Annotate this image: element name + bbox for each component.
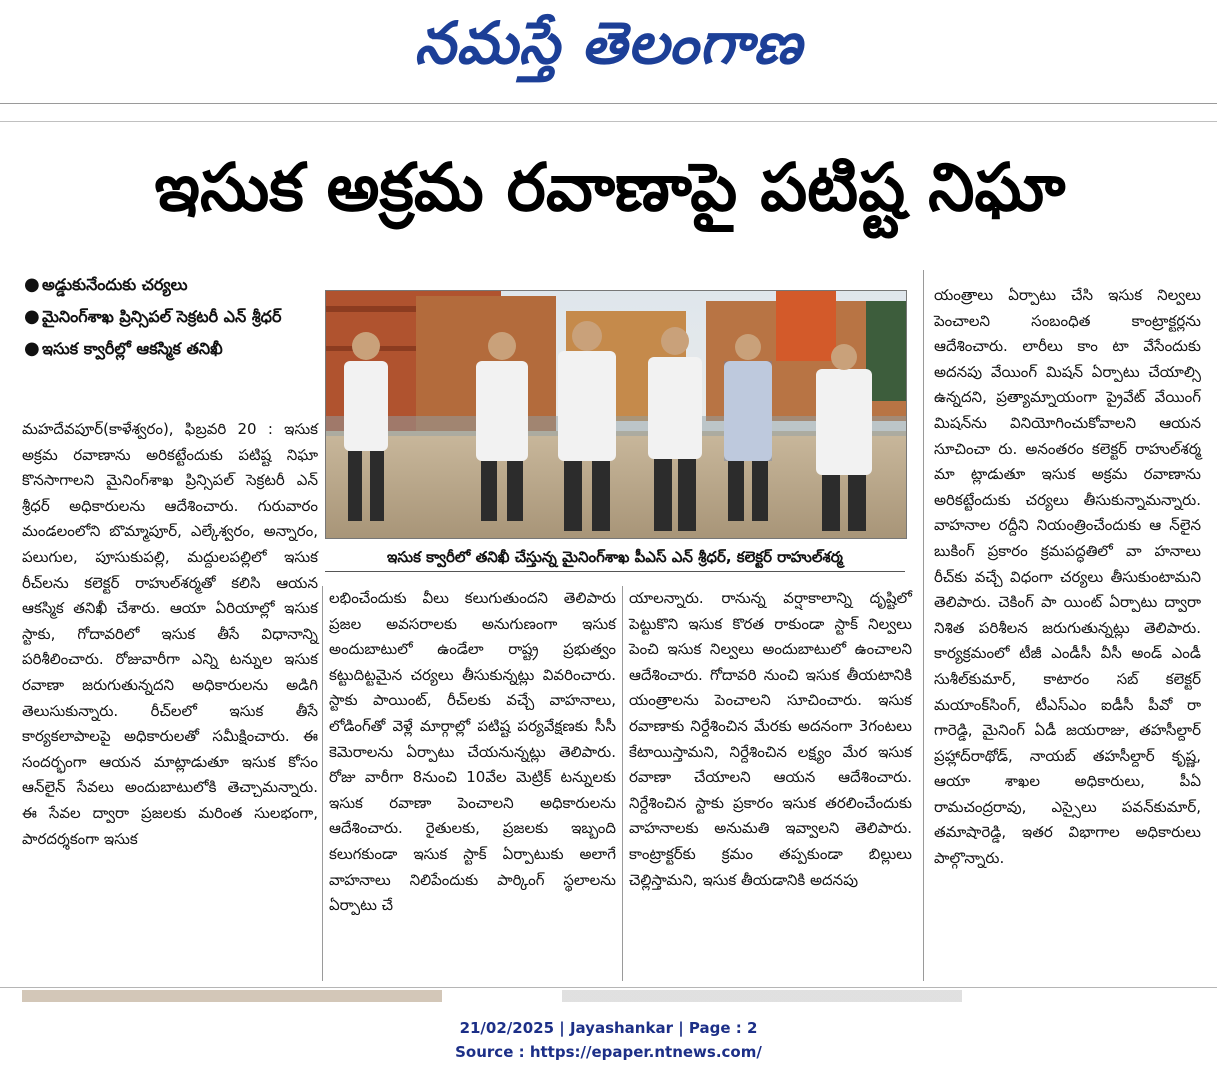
article-photo xyxy=(325,290,907,539)
footer-source-link[interactable]: Source : https://epaper.ntnews.com/ xyxy=(455,1043,762,1061)
bullet-item xyxy=(24,302,319,332)
bullet-text: ఇసుక క్వారీల్లో ఆకస్మిక తనిఖీ xyxy=(42,339,223,358)
column-divider xyxy=(322,586,323,981)
article-column-4: యంత్రాలు ఏర్పాటు చేసి ఇసుక నిల్వలు పెంచాలని సంబంధిత కాంట్రాక్టర్లను ఆదేశించారు. లారీలు కాం టా వేసేందుకు అదనపు వేయింగ్ మిషన్ ఏర్పాటు చేయాల్సి ఉన్నదని, ప్రత్యామ్నాయంగా ప్రైవేట్ వేయింగ్ మిషన్‌ను వినియోగించుకోవాలని ఆయన సూచించా రు. అనంతరం కలెక్టర్ రాహుల్‌శర్మ మా ట్లాడుతూ ఇసుక అక్రమ రవాణాను అరికట్టేందుకు చర్యలు తీసుకున్నామన్నారు. వాహనాల రద్దీని నియంత్రించేందుకు ఆ న్‌లైన బుకింగ్ ప్రకారం క్రమపద్ధతిలో వా హనాలు రీచ్‌కు వచ్చే విధంగా చర్యలు తీసుకుంటామని తెలిపారు. చెకింగ్ పా యింట్ ఏర్పాటు ద్వారా నిశిత పరిశీలన జరుగుతున్నట్లు తెలిపారు. కార్యక్రమంలో టీజీ ఎండీసీ వీసీ అండ్ ఎండీ సుశీల్‌కుమార్, కాటారం సబ్ కలెక్టర్ మయాంక్‌సింగ్, టీఎస్‌ఎం ఐడీసీ పీవో రా గారెడ్డి, మైనింగ్ ఏడీ జయరాజు, తహసీల్దార్ ప్రహ్లాద్‌రాథోడ్, నాయబ్ తహసీల్దార్ కృష్ణ, ఆయా శాఖల అధికారులు, పీఏ రామచంద్రరావు, ఎస్సైలు పవన్‌కుమార్, తమాషారెడ్డి, ఇతర విభాగాల అధికారులు పాల్గొన్నారు. xyxy=(934,286,1201,868)
column-divider xyxy=(923,270,924,981)
bullet-dot-icon: ● xyxy=(24,338,40,359)
column-divider xyxy=(622,586,623,981)
photo-caption: ఇసుక క్వారీలో తనిఖీ చేస్తున్న మైనింగ్‌శాఖ పీఎస్ ఎన్ శ్రీధర్, కలెక్టర్ రాహుల్‌శర్మ xyxy=(325,543,905,572)
bullet-text: మైనింగ్‌శాఖ ప్రిన్సిపల్ సెక్రటరీ ఎన్ శ్రీధర్ xyxy=(42,307,282,326)
page-footer xyxy=(0,1016,1217,1064)
article-column-1: మహదేవపూర్(కాళేశ్వరం), ఫిబ్రవరి 20 : ఇసుక అక్రమ రవాణాను అరికట్టేందుకు పటిష్ట నిఘా కొనసాగాలని మైనింగ్‌శాఖ ప్రిన్సిపల్ సెక్రటరీ ఎన్ శ్రీధర్ అధికారులను ఆదేశించారు. గురువారం మండలంలోని బొమ్మాపూర్, ఎల్కేశ్వరం, అన్నారం, పలుగుల, పూసుకుపల్లి, మద్దులపల్లిలో ఇసుక రీచ్‌లను కలెక్టర్ రాహుల్‌శర్మతో కలిసి ఆయన ఆకస్మిక తనిఖీ చేశారు. ఆయా ఏరియాల్లో ఇసుక స్టాకు, గోదావరిలో ఇసుక తీసే విధానాన్ని పరిశీలించారు. రోజువారీగా ఎన్ని టన్నుల ఇసుక రవాణా జరుగుతున్నదని అధికారులను అడిగి తెలుసుకున్నారు. రీచ్‌లలో ఇసుక తీసే కార్యకలాపాలపై అధికారులతో సమీక్షించారు. ఈ సందర్భంగా ఆయన మాట్లాడుతూ ఇసుక కోసం ఆన్‌లైన్ సేవలు అందుబాటులోకి తెచ్చామన్నారు. ఈ సేవల ద్వారా ప్రజలకు మరింత సులభంగా, పారదర్శకంగా ఇసుక xyxy=(22,420,318,848)
summary-bullets xyxy=(24,270,319,366)
footer-edition-info: 21/02/2025 | Jayashankar | Page : 2 xyxy=(459,1019,758,1037)
headline-divider xyxy=(0,121,1217,122)
article-column-2: లభించేందుకు వీలు కలుగుతుందని తెలిపారు ప్రజల అవసరాలకు అనుగుణంగా ఇసుక అందుబాటులో ఉండేలా రాష్ట్ర ప్రభుత్వం కట్టుదిట్టమైన చర్యలు తీసుకున్నట్లు వివరించారు. స్టాకు పాయింట్, రీచ్‌లకు వచ్చే వాహనాలు, లోడింగ్‌తో వెళ్లే మార్గాల్లో పటిష్ట పర్యవేక్షణకు సీసీ కెమెరాలను ఏర్పాటు చేయనున్నట్లు తెలిపారు. రోజు వారీగా 8నుంచి 10వేల మెట్రిక్ టన్నులకు ఇసుక రవాణా పెంచాలని అధికారులను ఆదేశించారు. రైతులకు, ప్రజలకు ఇబ్బంది కలుగకుండా ఇసుక స్టాక్ ఏర్పాటుకు అలాగే వాహనాలు నిలిపేందుకు పార్కింగ్ స్థలాలను ఏర్పాటు చే xyxy=(329,589,616,915)
next-article-strip xyxy=(22,990,1202,1002)
bullet-item xyxy=(24,334,319,364)
bullet-text: అడ్డుకునేందుకు చర్యలు xyxy=(42,275,188,294)
inspection-photo-illustration xyxy=(326,291,906,538)
article-column-3: యాలన్నారు. రానున్న వర్షాకాలాన్ని దృష్టిలో పెట్టుకొని ఇసుక కొరత రాకుండా స్టాక్ నిల్వలు పెంచి ఇసుక నిల్వలు అందుబాటులో ఉంచాలని ఆదేశించారు. గోదావరి నుంచి ఇసుక తీయటానికి యంత్రాలను పెంచాలని సూచించారు. ఇసుక రవాణాకు నిర్దేశించిన మేరకు అదనంగా 3గంటలు కేటాయిస్తామని, నిర్దేశించిన లక్ష్యం మేర ఇసుక రవాణా చేయాలని ఆయన ఆదేశించారు. నిర్దేశించిన స్టాకు ప్రకారం ఇసుక తరలించేందుకు వాహనాలకు అనుమతి ఇవ్వాలని తెలిపారు. కాంట్రాక్టర్‌కు క్రమం తప్పకుండా బిల్లులు చెల్లిస్తామని, ఇసుక తీయడానికి అదనపు xyxy=(629,589,912,889)
bullet-dot-icon: ● xyxy=(24,306,40,327)
bottom-divider xyxy=(0,987,1217,988)
masthead xyxy=(0,0,1217,100)
bullet-item xyxy=(24,270,319,300)
newspaper-logo: నమస్తే తెలంగాణ xyxy=(414,8,803,77)
masthead-divider xyxy=(0,103,1217,104)
article-headline: ఇసుక అక్రమ రవాణాపై పటిష్ట నిఘా xyxy=(154,149,1066,226)
bullet-dot-icon: ● xyxy=(24,274,40,295)
